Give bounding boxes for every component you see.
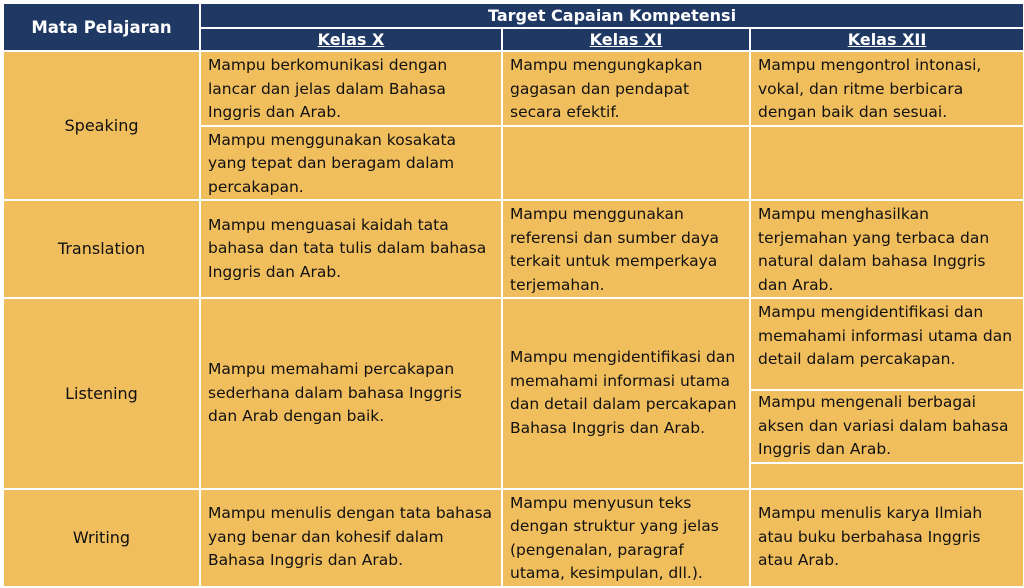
listening-kelas-xii-1: Mampu mengidentifikasi dan memahami informasi utama dan detail dalam percakapan. — [750, 298, 1024, 390]
translation-kelas-xii: Mampu menghasilkan terjemahan yang terbaca dan natural dalam bahasa Inggris dan Arab. — [750, 200, 1024, 298]
header-kelas-xii: Kelas XII — [750, 28, 1024, 51]
speaking-kelas-xii-1: Mampu mengontrol intonasi, vokal, dan ritme berbicara dengan baik dan sesuai. — [750, 51, 1024, 126]
translation-kelas-xi: Mampu menggunakan referensi dan sumber daya terkait untuk memperkaya terjemahan. — [502, 200, 750, 298]
listening-kelas-xii-2: Mampu mengenali berbagai aksen dan variasi dalam bahasa Inggris dan Arab. — [750, 390, 1024, 463]
listening-kelas-xi: Mampu mengidentifikasi dan memahami informasi utama dan detail dalam percakapan Bahasa Inggris dan Arab. — [502, 298, 750, 489]
speaking-kelas-xi-2 — [502, 126, 750, 201]
header-kelas-x: Kelas X — [200, 28, 502, 51]
speaking-kelas-xi-1: Mampu mengungkapkan gagasan dan pendapat secara efektif. — [502, 51, 750, 126]
header-target-capaian: Target Capaian Kompetensi — [200, 3, 1024, 28]
speaking-kelas-x-1: Mampu berkomunikasi dengan lancar dan jelas dalam Bahasa Inggris dan Arab. — [200, 51, 502, 126]
speaking-kelas-xii-2 — [750, 126, 1024, 201]
writing-kelas-xi: Mampu menyusun teks dengan struktur yang jelas (pengenalan, paragraf utama, kesimpulan, dll.). — [502, 489, 750, 587]
writing-kelas-xii: Mampu menulis karya Ilmiah atau buku berbahasa Inggris atau Arab. — [750, 489, 1024, 587]
competency-table-wrapper — [2, 2, 1024, 582]
writing-kelas-x: Mampu menulis dengan tata bahasa yang benar dan kohesif dalam Bahasa Inggris dan Arab. — [200, 489, 502, 587]
subject-speaking: Speaking — [3, 51, 200, 200]
listening-kelas-xii-3 — [750, 463, 1024, 489]
translation-kelas-x: Mampu menguasai kaidah tata bahasa dan tata tulis dalam bahasa Inggris dan Arab. — [200, 200, 502, 298]
header-kelas-xi: Kelas XI — [502, 28, 750, 51]
speaking-kelas-x-2: Mampu menggunakan kosakata yang tepat dan beragam dalam percakapan. — [200, 126, 502, 201]
listening-kelas-x: Mampu memahami percakapan sederhana dalam bahasa Inggris dan Arab dengan baik. — [200, 298, 502, 489]
header-mata-pelajaran: Mata Pelajaran — [3, 3, 200, 51]
competency-table — [2, 2, 1024, 588]
subject-translation: Translation — [3, 200, 200, 298]
subject-listening: Listening — [3, 298, 200, 489]
subject-writing: Writing — [3, 489, 200, 587]
